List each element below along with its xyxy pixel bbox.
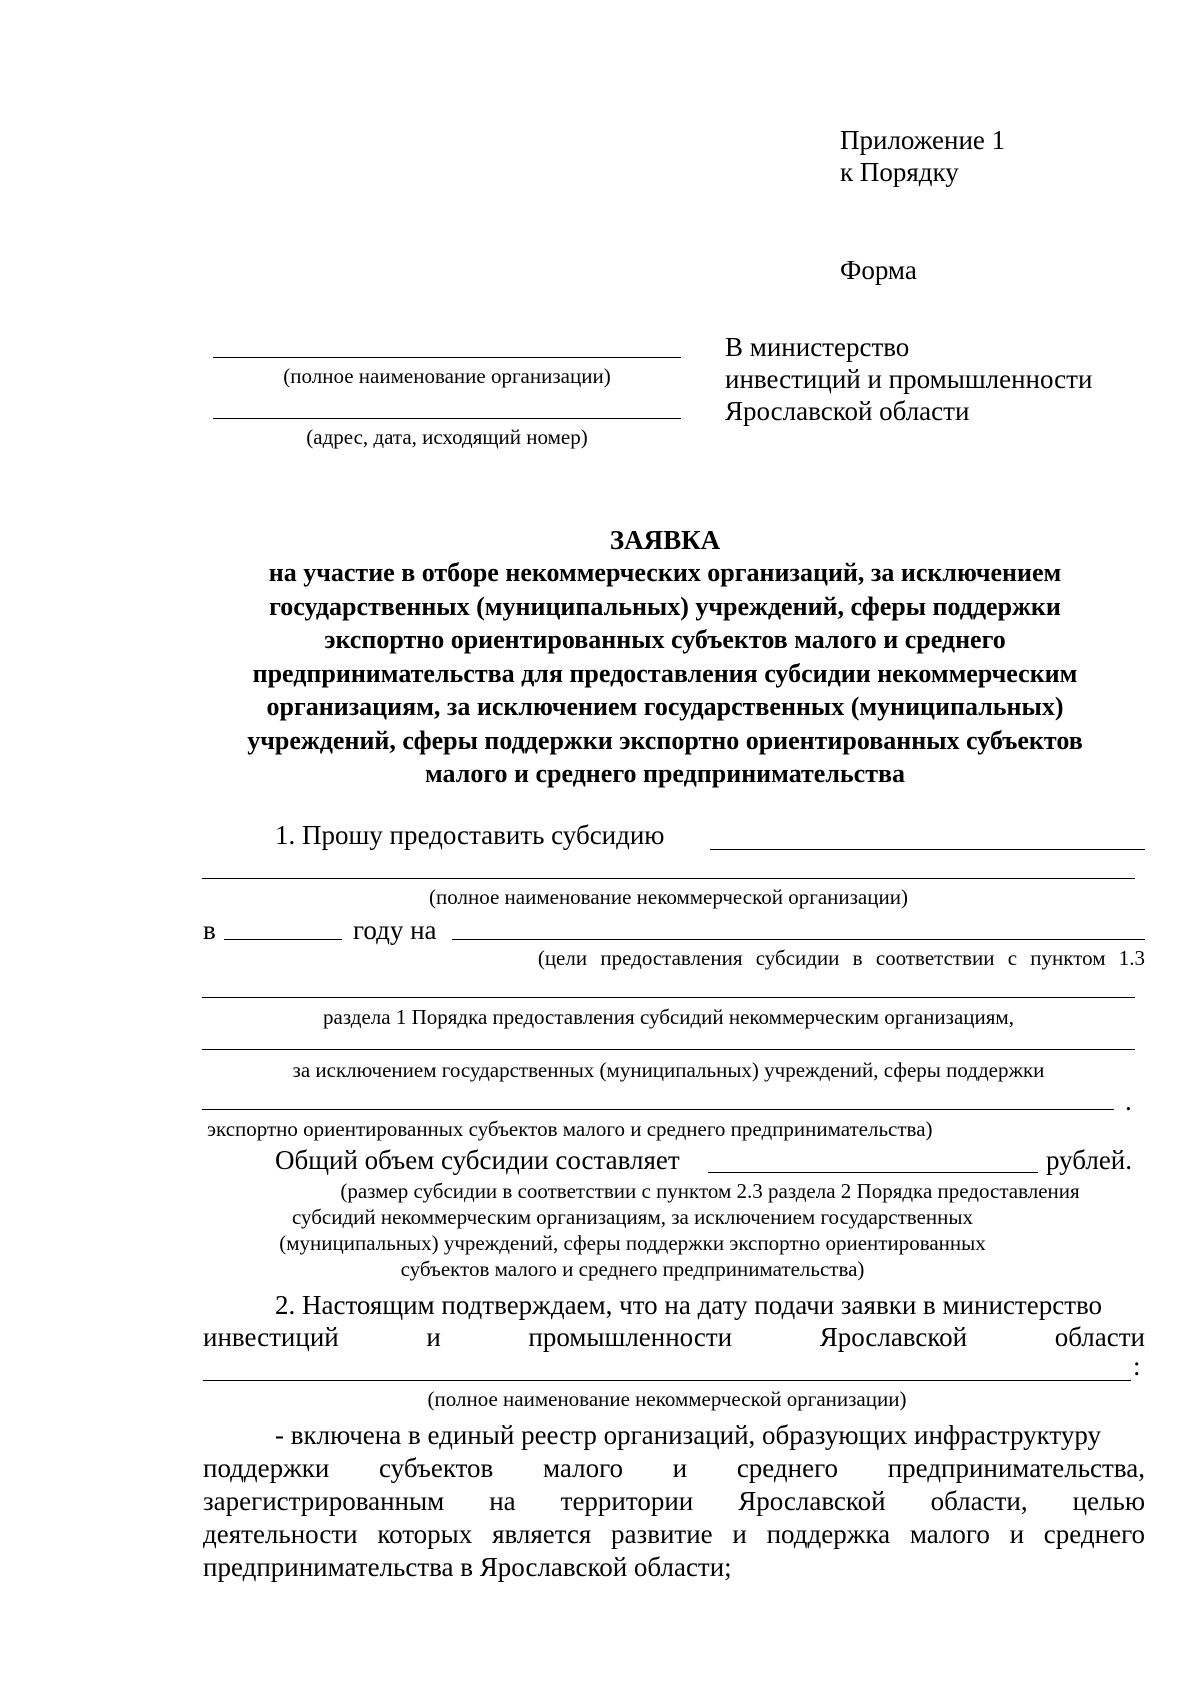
purpose-line-2[interactable] bbox=[202, 997, 1135, 998]
word: и bbox=[426, 1322, 441, 1352]
word: среднего bbox=[736, 1453, 838, 1483]
word: на bbox=[489, 1486, 516, 1516]
purpose-caption-1-text: (цели предоставления субсидии в соответствии с пунктом 1.3 bbox=[537, 946, 1145, 970]
size-caption-4: субъектов малого и среднего предпринимательства) bbox=[400, 1257, 865, 1281]
size-caption-3: (муниципальных) учреждений, сферы поддержки экспортно ориентированных bbox=[279, 1231, 986, 1255]
word: Ярославской bbox=[738, 1486, 886, 1516]
item1-line-2 bbox=[203, 1452, 1145, 1484]
recipient-line-1: В министерство bbox=[725, 332, 910, 362]
confirm-line-1: 2. Настоящим подтверждаем, что на дату подачи заявки в министерство bbox=[275, 1290, 1103, 1320]
word: субъектов bbox=[379, 1453, 494, 1483]
nco-confirm-caption: (полное наименование некоммерческой организации) bbox=[427, 1387, 907, 1411]
word: деятельности bbox=[203, 1519, 358, 1549]
item1-line-4 bbox=[203, 1518, 1145, 1550]
size-caption-2: субсидий некоммерческим организациям, за исключением государственных bbox=[291, 1205, 973, 1229]
word: целью bbox=[1072, 1486, 1145, 1516]
word: является bbox=[492, 1519, 592, 1549]
word: поддержка bbox=[766, 1519, 891, 1549]
appendix-label: Приложение 1 bbox=[840, 125, 1006, 155]
address-caption: (адрес, дата, исходящий номер) bbox=[306, 425, 588, 449]
document-subtitle bbox=[195, 556, 1135, 791]
address-line[interactable] bbox=[213, 418, 681, 419]
recipient-line-2: инвестиций и промышленности bbox=[725, 364, 1093, 394]
purpose-period: . bbox=[1125, 1086, 1132, 1116]
rubles-label: рублей. bbox=[1046, 1145, 1133, 1175]
nco-name-line[interactable] bbox=[202, 878, 1135, 879]
subtitle-line: экспортно ориентированных субъектов малого и среднего bbox=[324, 625, 1006, 654]
word: Ярославской bbox=[819, 1322, 968, 1352]
word: и bbox=[672, 1453, 688, 1483]
colon: : bbox=[1133, 1351, 1141, 1381]
word: малого bbox=[909, 1519, 990, 1549]
subtitle-line: малого и среднего предпринимательства bbox=[424, 759, 906, 788]
document-heading: ЗАЯВКА bbox=[609, 525, 721, 555]
in-word: в bbox=[203, 915, 216, 945]
purpose-caption-2: раздела 1 Порядка предоставления субсидий некоммерческим организациям, bbox=[323, 1005, 1014, 1029]
subtitle-line: на участие в отборе некоммерческих организаций, за исключением bbox=[268, 558, 1062, 587]
word: и bbox=[732, 1519, 747, 1549]
word: малого bbox=[542, 1453, 623, 1483]
word: области, bbox=[930, 1486, 1028, 1516]
item1-line-3 bbox=[203, 1485, 1145, 1517]
org-name-line[interactable] bbox=[213, 357, 681, 358]
subtitle-line: учреждений, сферы поддержки экспортно ориентированных субъектов bbox=[247, 725, 1083, 755]
nco-confirm-line[interactable] bbox=[203, 1380, 1131, 1381]
item1-line-5: предпринимательства в Ярославской области; bbox=[203, 1552, 732, 1582]
word: зарегистрированным bbox=[203, 1486, 445, 1516]
word: промышленности bbox=[528, 1322, 733, 1352]
confirm-line-2 bbox=[203, 1321, 1145, 1353]
word: развитие bbox=[611, 1519, 713, 1549]
form-label: Форма bbox=[840, 255, 917, 285]
size-caption-1: (размер субсидии в соответствии с пунктом 2.3 раздела 2 Порядка предоставления bbox=[340, 1179, 1080, 1203]
nco-name-caption: (полное наименование некоммерческой организации) bbox=[429, 885, 908, 909]
word: области bbox=[1054, 1322, 1145, 1352]
purpose-blank[interactable] bbox=[452, 939, 1145, 940]
word: среднего bbox=[1043, 1519, 1145, 1549]
year-on-text: году на bbox=[353, 915, 437, 945]
year-blank[interactable] bbox=[224, 939, 342, 940]
purpose-caption-4: экспортно ориентированных субъектов малого и среднего предпринимательства) bbox=[207, 1117, 933, 1141]
recipient-line-3: Ярославской области bbox=[725, 396, 970, 426]
subtitle-line: государственных (муниципальных) учреждений, сферы поддержки bbox=[269, 591, 1061, 621]
subsidy-blank[interactable] bbox=[710, 849, 1145, 850]
word: поддержки bbox=[203, 1453, 330, 1483]
org-name-caption: (полное наименование организации) bbox=[283, 364, 611, 388]
word: инвестиций bbox=[203, 1322, 339, 1352]
subtitle-line: организациям, за исключением государственных (муниципальных) bbox=[266, 692, 1064, 721]
purpose-caption-3: за исключением государственных (муниципальных) учреждений, сферы поддержки bbox=[292, 1058, 1045, 1082]
word: предпринимательства, bbox=[887, 1453, 1145, 1483]
word: и bbox=[1009, 1519, 1025, 1549]
total-amount-blank[interactable] bbox=[708, 1172, 1038, 1173]
to-order-label: к Порядку bbox=[840, 157, 959, 187]
total-label: Общий объем субсидии составляет bbox=[275, 1145, 680, 1175]
word: которых bbox=[377, 1519, 473, 1549]
item1-line-1: - включена в единый реестр организаций, образующих инфраструктуру bbox=[275, 1420, 1101, 1450]
purpose-line-3[interactable] bbox=[202, 1049, 1135, 1050]
purpose-caption-1 bbox=[466, 945, 1145, 971]
subtitle-line: предпринимательства для предоставления субсидии некоммерческим bbox=[252, 658, 1078, 688]
request-text: 1. Прошу предоставить субсидию bbox=[275, 820, 665, 850]
word: территории bbox=[560, 1486, 694, 1516]
purpose-line-4[interactable] bbox=[202, 1109, 1114, 1110]
